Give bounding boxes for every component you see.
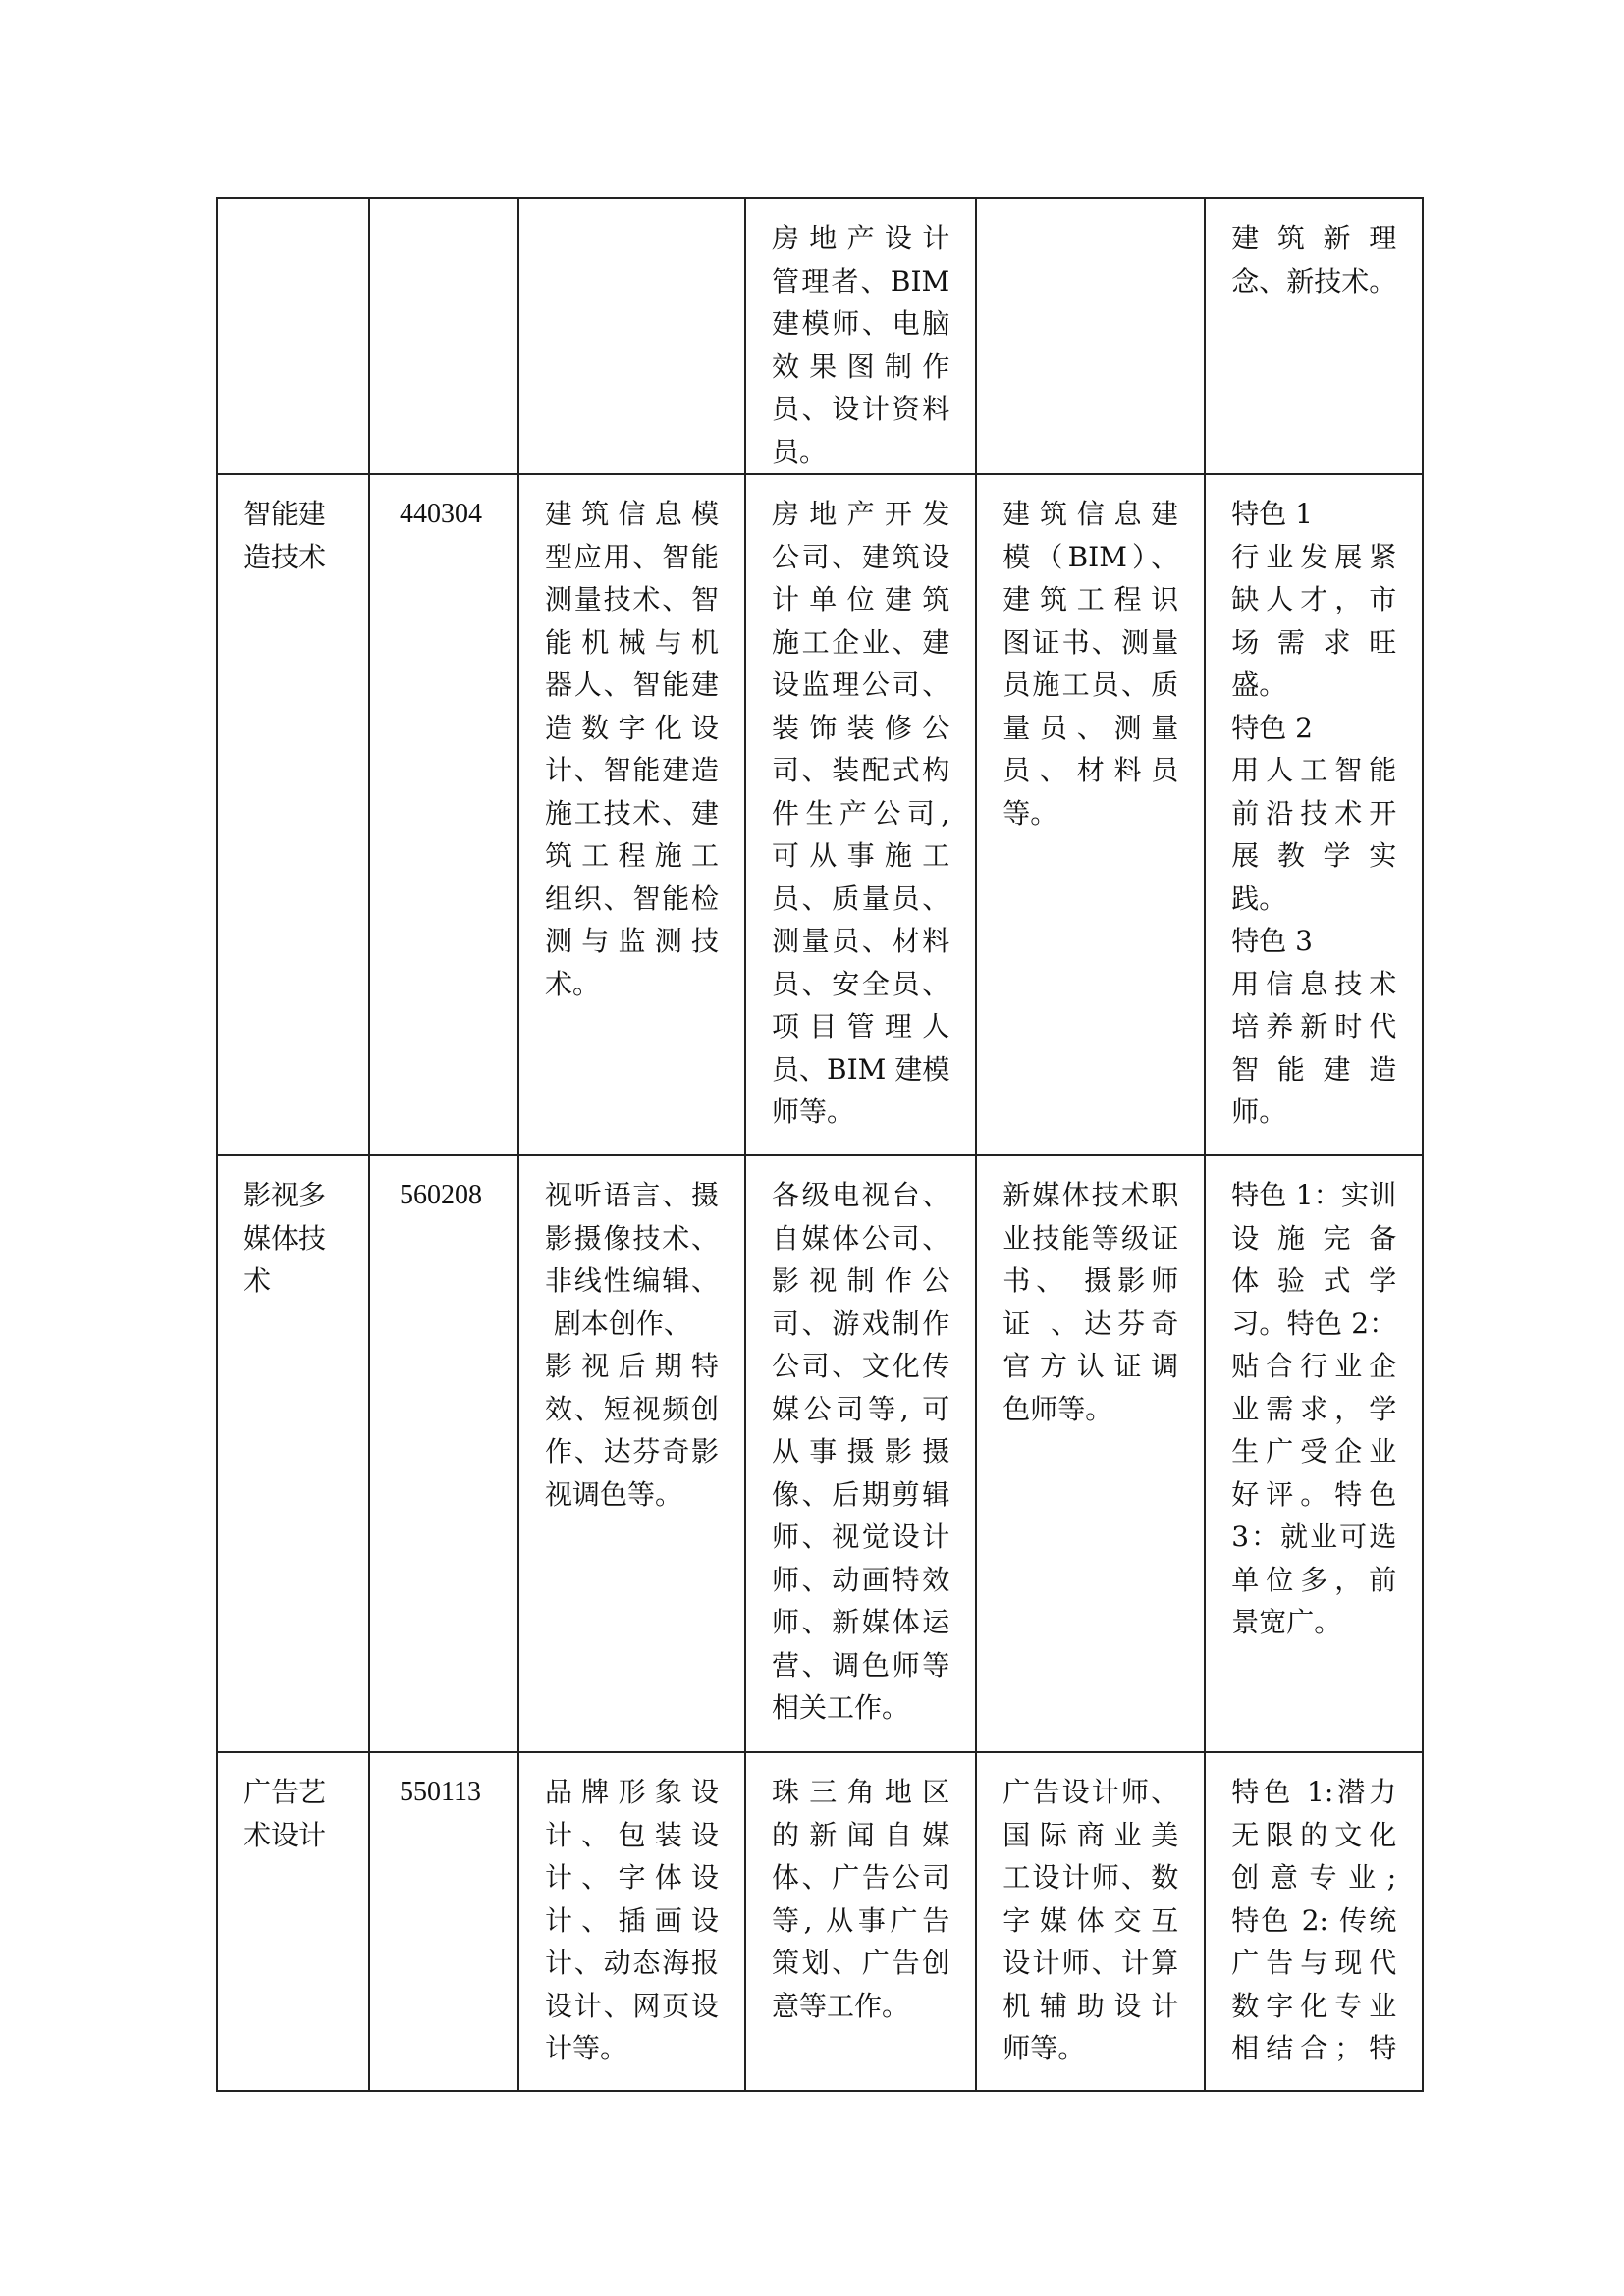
cell-line: 媒体技 (244, 1221, 327, 1255)
cell-line: 计等。 (545, 2032, 628, 2064)
major-code: 440304 (400, 499, 482, 529)
certificates-cell (976, 1155, 1205, 1752)
cell-line: 量员、测量 (1002, 711, 1179, 744)
cell-line: 造数字化设 (545, 711, 719, 744)
cell-line: 施工企业、建 (772, 625, 950, 659)
cell-line: 书、 摄影师 (1002, 1264, 1179, 1297)
cell-line: 各级电视台、 (772, 1179, 950, 1211)
cell-line: 媒公司等, 可 (772, 1392, 950, 1425)
cell-line: 设计、网页设 (545, 1989, 719, 2022)
cell-line: 设计师、计算 (1002, 1947, 1179, 1979)
major-code-cell (369, 474, 518, 1155)
major-name-cell (217, 1155, 369, 1752)
cell-line: 房地产开发 (772, 498, 950, 530)
core-courses-cell (518, 1752, 745, 2091)
major-code-cell (369, 1155, 518, 1752)
cell-line: 装饰装修公 (772, 711, 950, 744)
cell-line: 机辅助设计 (1002, 1989, 1179, 2022)
cell-line: 践。 (1231, 881, 1287, 915)
cell-line: 计、包装设 (545, 1818, 719, 1851)
cell-line: 场需求旺 (1231, 625, 1397, 659)
cell-line: 缺人才，市 (1231, 583, 1397, 615)
core-courses-cell (518, 474, 745, 1155)
cell-line: 习。特色 2： (1231, 1307, 1397, 1340)
cell-line: 非线性编辑、 (545, 1264, 719, 1297)
major-name-cell (217, 198, 369, 474)
cell-line: 计、字体设 (545, 1861, 719, 1894)
cell-line: 生广受企业 (1231, 1435, 1397, 1468)
cell-line: 员、安全员、 (772, 967, 950, 1000)
cell-line: 师、动画特效 (772, 1563, 950, 1596)
cell-line: 计、智能建造 (545, 754, 719, 786)
cell-line: 特色 1 (1231, 498, 1313, 530)
majors-table-body (217, 198, 1423, 2091)
cell-line: 建筑信息建 (1002, 498, 1179, 530)
features-cell (1205, 198, 1423, 474)
cell-line: 特色 1：实训 (1231, 1179, 1397, 1211)
cell-line: 员施工员、质 (1002, 668, 1179, 701)
cell-line: 3：就业可选 (1231, 1521, 1397, 1553)
cell-line: 广告艺 (244, 1776, 327, 1808)
cell-line: 设施完备 (1231, 1221, 1397, 1255)
cell-line: 剧本创作、 (545, 1307, 691, 1340)
cell-line: 作、达芬奇影 (545, 1435, 719, 1468)
major-name-cell (217, 474, 369, 1155)
cell-line: 管理者、BIM (772, 264, 950, 297)
cell-line: 视听语言、摄 (545, 1179, 719, 1211)
cell-line: 效果图制作 (772, 349, 950, 383)
cell-line: 新媒体技术职 (1002, 1179, 1179, 1211)
cell-line: 影摄像技术、 (545, 1221, 719, 1255)
cell-line: 效、短视频创 (545, 1392, 719, 1425)
cell-line: 器人、智能建 (545, 668, 719, 701)
cell-line: 品牌形象设 (545, 1776, 719, 1808)
cell-line: 数字化专业 (1231, 1989, 1397, 2022)
cell-line: 视调色等。 (545, 1477, 683, 1511)
cell-line: 影视制作公 (772, 1264, 950, 1297)
employment-cell (745, 1752, 976, 2091)
cell-line: 房地产设计 (772, 222, 950, 254)
cell-line: 计、动态海报 (545, 1947, 719, 1979)
cell-line: 行业发展紧 (1231, 540, 1397, 573)
cell-line: 员、质量员、 (772, 881, 950, 915)
cell-line: 策划、广告创 (772, 1947, 950, 1979)
cell-line: 念、新技术。 (1231, 264, 1397, 297)
major-code-cell (369, 1752, 518, 2091)
cell-line: 建筑工程识 (1002, 583, 1179, 615)
cell-line: 景宽广。 (1231, 1606, 1342, 1638)
cell-line: 公司、建筑设 (772, 540, 950, 573)
cell-line: 广告设计师、 (1002, 1776, 1179, 1808)
cell-line: 贴合行业企 (1231, 1350, 1397, 1382)
core-courses-cell (518, 198, 745, 474)
cell-line: 图证书、测量 (1002, 625, 1179, 659)
cell-line: 珠三角地区 (772, 1776, 950, 1808)
cell-line: 营、调色师等 (772, 1648, 950, 1682)
cell-line: 员、材料员 (1002, 754, 1179, 786)
cell-line: 影视多 (244, 1179, 327, 1211)
cell-line: 意等工作。 (772, 1989, 910, 2022)
cell-line: 智能建 (244, 498, 327, 530)
cell-line: 等。 (1002, 796, 1058, 829)
features-cell (1205, 474, 1423, 1155)
cell-line: 师、新媒体运 (772, 1606, 950, 1638)
cell-line: 建筑信息模 (545, 498, 719, 530)
cell-line: 体验式学 (1231, 1264, 1397, 1297)
cell-line: 测量员、材料 (772, 925, 950, 957)
cell-line: 展教学实 (1231, 839, 1397, 872)
cell-line: 型应用、智能 (545, 540, 719, 573)
cell-line: 广告与现代 (1231, 1947, 1397, 1979)
employment-cell (745, 1155, 976, 1752)
cell-line: 好评。特色 (1231, 1477, 1397, 1511)
cell-line: 测与监测技 (545, 925, 719, 957)
cell-line: 证 、达芬奇 (1002, 1307, 1179, 1340)
major-code: 560208 (400, 1180, 482, 1210)
cell-line: 业需求，学 (1231, 1392, 1397, 1425)
table-row (217, 474, 1423, 1155)
cell-line: 造技术 (244, 540, 327, 573)
cell-line: 员、设计资料 (772, 393, 950, 425)
cell-line: 师。 (1231, 1095, 1287, 1128)
certificates-cell (976, 1752, 1205, 2091)
major-name-cell (217, 1752, 369, 2091)
cell-line: 设监理公司、 (772, 668, 950, 701)
features-cell (1205, 1752, 1423, 2091)
cell-line: 件生产公司, (772, 796, 950, 829)
cell-line: 影视后期特 (545, 1350, 719, 1382)
cell-line: 司、装配式构 (772, 754, 950, 786)
cell-line: 色师等。 (1002, 1392, 1113, 1425)
cell-line: 组织、智能检 (545, 881, 719, 915)
cell-line: 单位多，前 (1231, 1563, 1397, 1596)
cell-line: 员。 (772, 435, 828, 468)
cell-line: 创意专业; (1231, 1861, 1397, 1894)
cell-line: 智能建造 (1231, 1052, 1397, 1086)
cell-line: 用人工智能 (1231, 754, 1397, 786)
employment-cell (745, 474, 976, 1155)
cell-line: 师、视觉设计 (772, 1521, 950, 1553)
certificates-cell (976, 474, 1205, 1155)
cell-line: 字媒体交互 (1002, 1903, 1179, 1937)
certificates-cell (976, 198, 1205, 474)
cell-line: 师等。 (1002, 2032, 1086, 2064)
cell-line: 计、插画设 (545, 1903, 719, 1937)
cell-line: 前沿技术开 (1231, 796, 1397, 829)
cell-line: 体、广告公司 (772, 1861, 950, 1894)
cell-line: 建筑新理 (1231, 222, 1397, 254)
cell-line: 特色 2: 传统 (1231, 1903, 1397, 1937)
cell-line: 师等。 (772, 1095, 855, 1128)
cell-line: 官方认证调 (1002, 1350, 1179, 1382)
cell-line: 等, 从事广告 (772, 1903, 950, 1937)
cell-line: 盛。 (1231, 668, 1287, 701)
cell-line: 公司、文化传 (772, 1350, 950, 1382)
cell-line: 无限的文化 (1231, 1818, 1397, 1851)
cell-line: 培养新时代 (1231, 1010, 1397, 1042)
cell-line: 筑工程施工 (545, 839, 719, 872)
major-code-cell (369, 198, 518, 474)
cell-line: 术。 (545, 967, 601, 1000)
cell-line: 能机械与机 (545, 625, 719, 659)
cell-line: 建模师、电脑 (772, 307, 950, 340)
cell-line: 计单位建筑 (772, 583, 950, 615)
cell-line: 司、游戏制作 (772, 1307, 950, 1340)
cell-line: 国际商业美 (1002, 1818, 1179, 1851)
majors-table (216, 197, 1424, 2092)
cell-line: 特色 2 (1231, 711, 1313, 744)
major-code: 550113 (400, 1777, 481, 1807)
employment-cell (745, 198, 976, 474)
cell-line: 相关工作。 (772, 1691, 910, 1724)
table-row (217, 198, 1423, 474)
cell-line: 像、后期剪辑 (772, 1477, 950, 1511)
core-courses-cell (518, 1155, 745, 1752)
cell-line: 特色 1:潜力 (1231, 1776, 1397, 1808)
cell-line: 术设计 (244, 1818, 327, 1851)
cell-line: 术 (244, 1264, 272, 1297)
cell-line: 相结合；特 (1231, 2032, 1397, 2064)
cell-line: 员、BIM 建模 (772, 1052, 950, 1086)
cell-line: 从事摄影摄 (772, 1435, 950, 1468)
cell-line: 可从事施工 (772, 839, 950, 872)
cell-line: 自媒体公司、 (772, 1221, 950, 1255)
cell-line: 业技能等级证 (1002, 1221, 1179, 1255)
cell-line: 工设计师、数 (1002, 1861, 1179, 1894)
cell-line: 的新闻自媒 (772, 1818, 950, 1851)
cell-line: 项目管理人 (772, 1010, 950, 1042)
cell-line: 特色 3 (1231, 925, 1313, 957)
cell-line: 施工技术、建 (545, 796, 719, 829)
table-row (217, 1752, 1423, 2091)
cell-line: 测量技术、智 (545, 583, 719, 615)
features-cell (1205, 1155, 1423, 1752)
table-row (217, 1155, 1423, 1752)
cell-line: 模（BIM）、 (1002, 540, 1179, 573)
cell-line: 用信息技术 (1231, 967, 1397, 1000)
